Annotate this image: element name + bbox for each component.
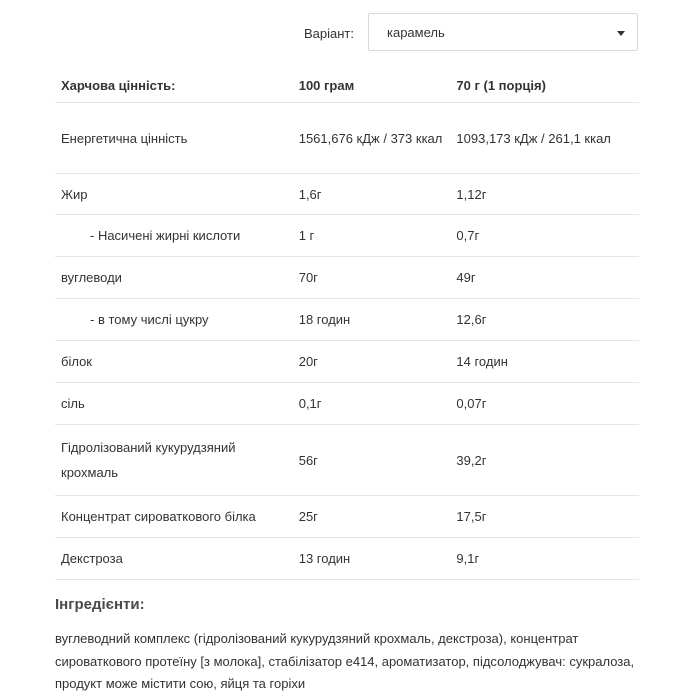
nutrient-name: Енергетична цінність [55,103,293,174]
table-row [55,257,639,299]
nutrient-name: Жир [55,174,293,215]
ingredients-text: вуглеводний комплекс (гідролізований кукурудзяний крохмаль, декстроза), концентрат сироваткового протеїну [з молока], стабілізатор е414, ароматизатор, підсолоджувач: сукралоза, продукт може містити сою, яйця та горіхи [55,631,635,691]
table-row [55,215,639,257]
table-row [55,299,639,341]
variant-selected-value: карамель [387,24,445,40]
value-per-serving: 0,07г [450,383,639,425]
header-per-serving: 70 г (1 порція) [450,68,639,103]
table-row [55,174,639,215]
value-per-100g: 13 годин [293,538,451,580]
value-per-100g: 1,6г [293,174,451,215]
table-row [55,425,639,496]
table-row [55,103,639,174]
nutrient-name: сіль [55,383,293,425]
value-per-100g: 1 г [293,215,451,257]
ingredients-title: Інгредієнти: [55,596,145,613]
nutrition-table [55,68,639,580]
table-row [55,496,639,538]
nutrient-name: - в тому числі цукру [55,299,293,341]
value-per-serving: 39,2г [450,425,639,496]
value-per-100g: 70г [293,257,451,299]
table-row [55,383,639,425]
value-per-serving: 0,7г [450,215,639,257]
variant-selector [304,13,362,53]
value-per-serving: 12,6г [450,299,639,341]
value-per-serving: 14 годин [450,341,639,383]
value-per-100g: 25г [293,496,451,538]
value-per-serving: 1,12г [450,174,639,215]
variant-dropdown[interactable] [368,13,638,51]
nutrient-name: Концентрат сироваткового білка [55,496,293,538]
value-per-100g: 18 годин [293,299,451,341]
table-row [55,341,639,383]
value-per-serving: 1093,173 кДж / 261,1 ккал [450,103,639,174]
value-per-serving: 49г [450,257,639,299]
nutrient-name: Гідролізований кукурудзяний крохмаль [55,425,293,496]
nutrient-name: білок [55,341,293,383]
value-per-100g: 1561,676 кДж / 373 ккал [293,103,451,174]
caret-down-icon [617,31,625,36]
header-nutrient: Харчова цінність: [55,68,293,103]
value-per-100g: 56г [293,425,451,496]
value-per-serving: 9,1г [450,538,639,580]
header-per-100g: 100 грам [293,68,451,103]
table-row [55,538,639,580]
nutrient-name: Декстроза [55,538,293,580]
nutrient-name: - Насичені жирні кислоти [55,215,293,257]
variant-label: Варіант: [304,25,354,41]
value-per-100g: 0,1г [293,383,451,425]
table-header-row [55,68,639,103]
value-per-100g: 20г [293,341,451,383]
nutrient-name: вуглеводи [55,257,293,299]
value-per-serving: 17,5г [450,496,639,538]
